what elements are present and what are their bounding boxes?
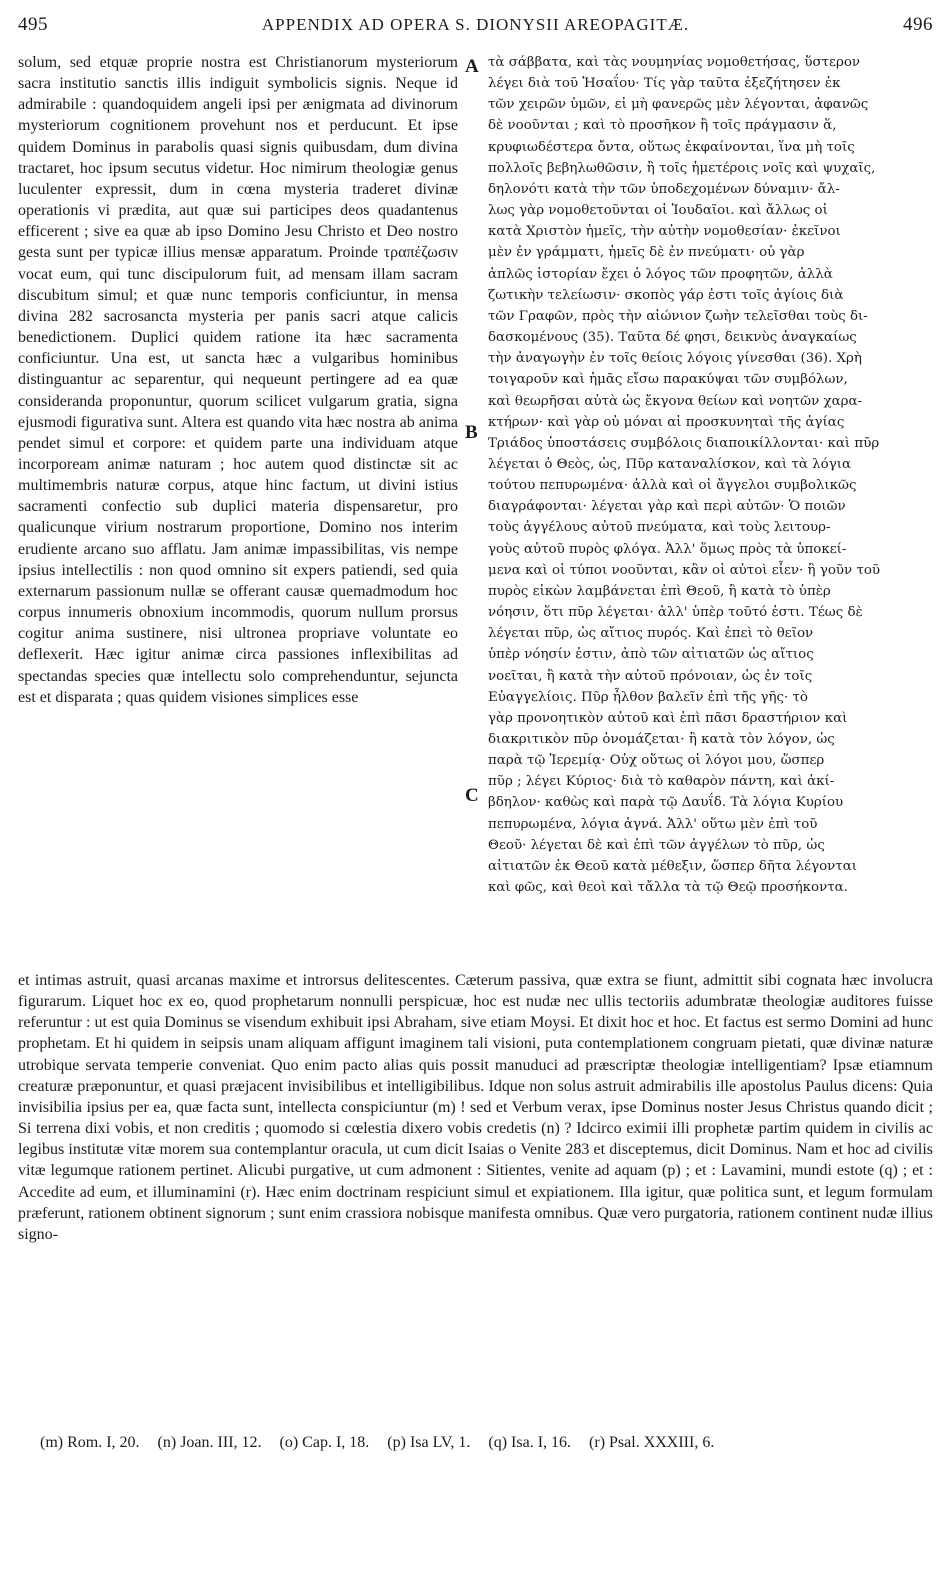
footnote-p: (p) Isa LV, 1. (387, 1434, 471, 1451)
page-number-right: 496 (902, 14, 933, 35)
footnote-n: (n) Joan. III, 12. (157, 1434, 262, 1451)
margin-marker-b: B (465, 422, 478, 443)
footnote-q: (q) Isa. I, 16. (488, 1434, 572, 1451)
running-title: APPENDIX AD OPERA S. DIONYSII AREOPAGITÆ. (261, 15, 690, 34)
greek-column-text: τὰ σάββατα, καὶ τὰς νουμηνίας νομοθετήσας, ὕστερον λέγει διὰ τοῦ Ἡσαΐου· Τίς γὰρ ταῦτα ἐξεζήτησεν ἐκ τῶν χειρῶν ὑμῶν, εἰ μὴ φανερῶς μὲν λέγονται, ἀφανῶς δὲ νοοῦνται ; καὶ τὸ προσῆκον ἢ τοῖς πράγμασιν ἅ, κρυφιωδέστερα ὄντα, οὕτως ἐκφαίνονται, ἵνα μὴ τοῖς πολλοῖς βεβηλωθῶσιν, ἢ τοῖς ἡμετέροις νοῖς καὶ ψυχαῖς, δηλονότι κατὰ τὴν τῶν ὑποδεχομένων δύναμιν· ἄλ- λως γὰρ νομοθετοῦνται οἱ Ἰουδαῖοι. καὶ ἄλλως οἱ κατὰ Χριστὸν ἡμεῖς, τὴν αὐτὴν νομοθεσίαν· ἐκεῖνοι μὲν ἐν γράμματι, ἡμεῖς δὲ ἐν πνεύματι· οὐ γὰρ ἁπλῶς ἱστορίαν ἔχει ὁ λόγος τῶν προφητῶν, ἀλλὰ ζωτικὴν τελείωσιν· σκοπὸς γάρ ἐστι τοῖς ἁγίοις διὰ τῶν Γραφῶν, πρὸς τὴν αἰώνιον ζωὴν τελεῖσθαι τοὺς δι- δασκομένους (35). Ταῦτα δέ φησι, δεικνὺς ἀναγκαίως τὴν ἀναγωγὴν ἐν τοῖς θείοις λόγοις γίνεσθαι (36). Χρὴ τοιγαροῦν καὶ ἡμᾶς εἴσω παρακύψαι τῶν συμβόλων, καὶ θεωρῆσαι αὐτὰ ὡς ἔκγονα θείων καὶ νοητῶν χαρα- κτήρων· καὶ γὰρ οὐ μόναι αἱ προσκυνηταὶ τῆς ἁγίας Τριάδος ὑποστάσεις συμβόλοις διαποικίλλονται· καὶ πῦρ λέγεται ὁ Θεὸς, ὡς, Πῦρ καταναλίσκον, καὶ τὰ λόγια τούτου πεπυρωμένα· ἀλλὰ καὶ οἱ ἄγγελοι συμβολικῶς διαγράφονται· λέγεται γὰρ καὶ περὶ αὐτῶν· Ὁ ποιῶν τοὺς ἀγγέλους αὐτοῦ πνεύματα, καὶ τοὺς λειτουρ- γοὺς αὐτοῦ πυρὸς φλόγα. Ἀλλ' ὅμως πρὸς τὰ ὑποκεί- μενα καὶ οἱ τύποι νοοῦνται, κἂν οἱ αὐτοὶ εἶεν· ἢ γοῦν τοῦ πυρὸς εἰκὼν λαμβάνεται ἐπὶ Θεοῦ, ἢ κατὰ τὸ ὑπὲρ νόησιν, ὅτι πῦρ λέγεται· ἀλλ' ὑπὲρ τοῦτό ἐστι. Τέως δὲ λέγεται πῦρ, ὡς αἴτιος πυρός. Καὶ ἐπεὶ τὸ θεῖον ὑπὲρ νόησίν ἐστιν, ἀπὸ τῶν αἰτιατῶν ὡς αἴτιος νοεῖται, ἢ κατὰ τὴν αὐτοῦ πρόνοιαν, ὡς ἐν τοῖς Εὐαγγελίοις. Πῦρ ἦλθον βαλεῖν ἐπὶ τῆς γῆς· τὸ γὰρ προνοητικὸν αὐτοῦ καὶ ἐπὶ πᾶσι δραστήριον καὶ διακριτικὸν πῦρ ὀνομάζεται· ἢ κατὰ τὸν λόγον, ὡς παρὰ τῷ Ἱερεμίᾳ· Οὐχ οὕτως οἱ λόγοι μου, ὥσπερ πῦρ ; λέγει Κύριος· διὰ τὸ καθαρὸν πάντη, καὶ ἀκί- βδηλον· καθὼς καὶ παρὰ τῷ Δαυΐδ. Τὰ λόγια Κυρίου πεπυρωμένα, λόγια ἁγνά. Ἀλλ' οὕτω μὲν ἐπὶ τοῦ Θεοῦ· λέγεται δὲ καὶ ἐπὶ τῶν ἀγγέλων τὸ πῦρ, ὡς αἰτιατῶν ἐκ Θεοῦ κατὰ μέθεξιν, ὥσπερ δῆτα λέγονται καὶ φῶς, καὶ θεοὶ καὶ τἄλλα τὰ τῷ Θεῷ προσήκοντα. (488, 55, 881, 896)
footnote-o: (o) Cap. I, 18. (279, 1434, 370, 1451)
greek-column (488, 52, 933, 970)
page-number-left: 495 (18, 14, 48, 35)
full-width-paragraph: et intimas astruit, quasi arcanas maxime et introrsus delitescentes. Cæterum passiva, quæ extra se fiunt, admittit sibi cognata hæc involucra figurarum. Liquet hoc ex eo, quod prophetarum nonnulli perspicuæ, hoc est nudæ nec ullis tectoriis adumbratæ theologiæ auditores fuisse referuntur : ut est quia Dominus se visendum exhibuit ipsi Abraham, sive etiam Moysi. Et dixit hoc et hoc. Et factus est sermo Domini ad hunc prophetam. Et hi quidem in seipsis unam aliquam affigunt imaginem tali visioni, puta contemplationem congruam pietati, quæ divinæ naturæ utrobique servata temperie conveniat. Quo enim pacto alias quis possit manuduci ad præscriptæ theologiæ intelligentiam? Ipsæ etiamnum creaturæ præponuntur, et quasi præjacent invisibilibus et intelligibilibus. Idque non solus astruit admirabilis ille apostolus Paulus dicens: Quia invisibilia ipsius per ea, quæ facta sunt, intellecta conspiciuntur (m) ! sed et Verbum verax, ipse Dominus noster Jesus Christus quando dicit ; Si terrena dixi vobis, et non creditis ; quomodo si cœlestia dixero vobis credetis (n) ? Idcirco eximii illi prophetæ partim quidem in civilis ac legibus institutæ vitæ morem sua contemplantur oracula, ut cum dicit Isaias o Venite 283 et disceptemus, dicit Dominus. Nam et hoc ad civilis vitæ legumque rationem pertinet. Alicubi purgative, ut cum admonent : Sitientes, venite ad aquam (p) ; et : Lavamini, mundi estote (q) ; et : Accedite ad eum, et illuminamini (r). Hæc enim doctrinam respiciunt simul et expiationem. Illa igitur, quæ politica sunt, et legum formulam præferunt, rationem obtinent signorum ; sunt enim crassiora nobisque manifesta omnibus. Quæ vero purgatoria, rationem continent nudæ illius signo- (18, 972, 933, 1243)
full-width-text (18, 970, 933, 1390)
margin-marker-a: A (465, 56, 479, 77)
running-header (18, 14, 933, 40)
footnote-r: (r) Psal. XXXIII, 6. (589, 1434, 715, 1451)
margin-marker-c: C (465, 785, 479, 806)
latin-column (18, 52, 458, 970)
footnote-m: (m) Rom. I, 20. (40, 1434, 140, 1451)
two-column-body (18, 52, 933, 970)
footnotes (40, 1432, 920, 1454)
latin-column-text: solum, sed etquæ proprie nostra est Christianorum mysteriorum sacra institutio sanctis illis indiguit symbolicis signis. Neque id admirabile : quandoquidem angeli ipsi per ænigmata ad divinorum mysteriorum cognitionem provehunt nos et perducunt. Et ipse quidem Dominus in parabolis quasi signis quibusdam, dum divina tractaret, hoc ipsum secutus videtur. Hoc nimirum theologiæ genus luculenter expressit, dum in cœna mysteria traderet divinæ operationis vi prædita, aut quæ sui participes deos quadantenus efficerent ; sive ea quæ ab ipso Domino Jesu Christo et Deo nostro gesta sunt per typicæ illius mensæ apparatum. Proinde τραπέζωσιν vocat eum, qui tunc discipulorum fuit, ad mensam illam sacram discubitum simul; et quæ nunc temporis conficiuntur, in mensa divina 282 sacrosancta mysteria per panis sacri atque calicis benedictionem. Duplici quidem ratione ita hæc sacramenta conficiuntur. Una est, ut sancta hæc a vulgaribus hominibus distinguantur ac separentur, qui nequeunt pertingere ad ea quæ consideranda proponuntur, quorum scilicet vulgarum gratia, signa ejusmodi figurativa sunt. Altera est quando vita hæc nostra ab anima pendet simul et corpore: et quidem parte una individuam atque incorpoream animæ naturam ; hoc autem quod distinctæ sit ac multimembris naturæ corpus, atque hinc factum, ut divini istius sacramenti confectio sub duplici materia dispensaretur, pro qualicunque virium nostrarum proportione, Domino nos interim erudiente arcano suo afflatu. Jam animæ impassibilitas, vis nempe ipsius intellectilis : non quod omnino sit expers patiendi, sed quia externarum passionum nullæ se offerant causæ quemadmodum hoc corpus innumeris obnoxium incommodis, quorum nullum prorsus cogitur anima sustinere, nisi ultronea propriave voluntate eo deflexerit. Hæc igitur animæ circa passiones inflexibilitas ad spectandas species quæ intellectu solo comprehenduntur, sejuncta est et disparata ; quas quidem visiones simplices esse (18, 54, 458, 706)
